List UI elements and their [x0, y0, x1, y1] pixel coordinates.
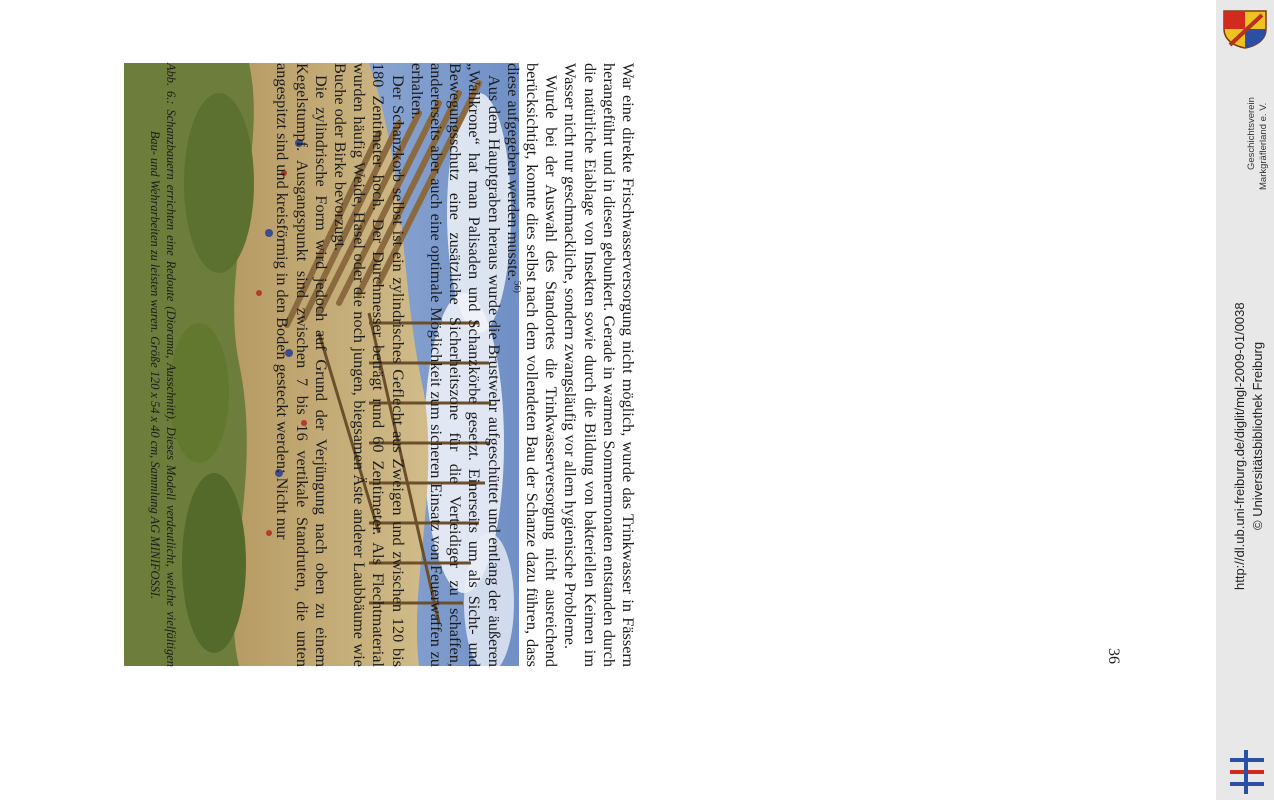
paragraph: Die zylindrische Form wird jedoch auf Grund der Verjüngung nach oben zu einem Kegelstumpf. Ausgangspunkt sind zwischen 7 bis 16 vertikale Standruten, die unten angespitzt sind und kreisförmig in den Boden gesteckt werden: Nicht nur	[273, 63, 331, 667]
paragraph: War eine direkte Frischwasserversorgung nicht möglich, wurde das Trinkwasser in Fässern herangeführt und in diesen gebunkert. Gerade in warmen Sommermonaten entstanden durch die natürliche Eiablage von Insekten sowie durch die Bildung von bakteriellen Keimen im Wasser nicht nur geschmackliche, sondern zwangsläufig vor allem hygienische Probleme.	[561, 63, 638, 667]
library-logo-icon	[1226, 750, 1268, 794]
copyright-notice	[1250, 0, 1265, 530]
paragraph: Der Schanzkorb selbst ist ein zylindrisches Geflecht aus Zweigen und zwischen 120 bis 180 Zentimeter hoch. Der Durchmesser beträgt rund 60 Zentimeter. Als Flechtmaterial wurden häufig Weide, Hasel oder die noch jungen, biegsamen Äste anderer Laubbäume wie Buche oder Birke bevorzugt.	[330, 63, 408, 667]
url-text: http://dl.ub.uni-freiburg.de/diglit/mgl-2009-01/0038	[1232, 302, 1247, 590]
body-text	[273, 63, 638, 667]
copyright-text: © Universitätsbibliothek Freiburg	[1250, 341, 1265, 530]
document-url	[1232, 0, 1247, 590]
figure-caption: Abb. 6.: Schanzbauern errichten eine Redoute (Diorama, Ausschnitt). Dieses Modell verdeutlicht, welche vielfältigen Bau- und Wehrarbeiten zu leisten waren. Größe 120 x 54 x 40 cm, Sammlung AG MINIFOSSI.	[148, 63, 178, 667]
footnote-marker: 56)	[512, 280, 523, 293]
paragraph: Aus dem Hauptgraben heraus wurde die Brustwehr aufgeschüttet und entlang der äußeren „Wallkrone“ hat man Palisaden und Schanzkörbe gesetzt. Einerseits um als Sicht- und Bewegungsschutz eine zusätzliche Sicherheitszone für die Verteidiger zu schaffen, andererseits aber auch eine optimale Möglichkeit zum sicheren Einsatz von Feuerwaffen zu erhalten.	[407, 63, 504, 667]
page-number: 36	[1105, 648, 1122, 664]
paragraph: Wurde bei der Auswahl des Standortes die Trinkwasserversorgung nicht ausreichend berücksichtigt, konnte dies selbst nach dem vollendeten Bau der Schanze dazu führen, dass diese aufgegeben werden musste.$^{56)}$	[503, 63, 562, 667]
